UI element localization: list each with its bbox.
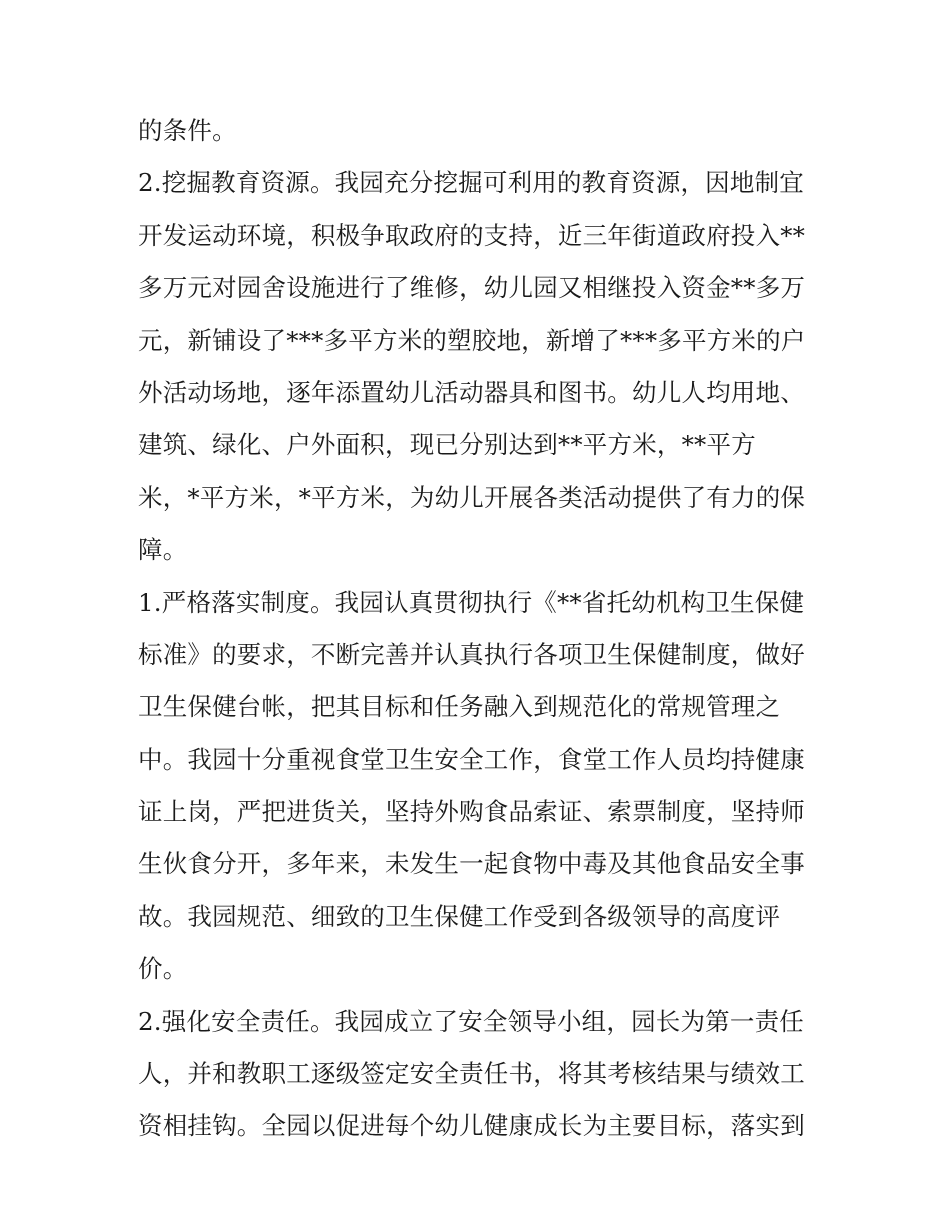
- document-body: [138, 105, 818, 1153]
- text-line: 开发运动环境，积极争取政府的支持，近三年街道政府投入**: [138, 220, 806, 250]
- text-line: 元，新铺设了***多平方米的塑胶地，新增了***多平方米的户: [138, 325, 806, 355]
- text-line: 标准》的要求，不断完善并认真执行各项卫生保健制度，做好: [138, 639, 805, 669]
- text-line: 多万元对园舍设施进行了维修，幼儿园又相继投入资金**多万: [138, 273, 806, 303]
- text-line: 证上岗，严把进货关，坚持外购食品索证、索票制度，坚持师: [138, 797, 805, 827]
- text-line: 中。我园十分重视食堂卫生安全工作，食堂工作人员均持健康: [138, 744, 805, 774]
- text-line: 故。我园规范、细致的卫生保健工作受到各级领导的高度评: [138, 901, 781, 931]
- text-line: 2.挖掘教育资源。我园充分挖掘可利用的教育资源，因地制宜: [138, 168, 804, 198]
- text-line: 卫生保健台帐，把其目标和任务融入到规范化的常规管理之: [138, 692, 781, 722]
- text-line: 障。: [138, 535, 188, 565]
- text-line: 2.强化安全责任。我园成立了安全领导小组，园长为第一责任: [138, 1006, 804, 1036]
- text-line: 价。: [138, 954, 188, 984]
- text-line: 1.严格落实制度。我园认真贯彻执行《**省托幼机构卫生保健: [138, 587, 805, 617]
- text-line: 米，*平方米，*平方米，为幼儿开展各类活动提供了有力的保: [138, 482, 806, 512]
- text-line: 建筑、绿化、户外面积，现已分别达到**平方米，**平方: [138, 430, 756, 460]
- text-line: 人，并和教职工逐级签定安全责任书，将其考核结果与绩效工: [138, 1059, 805, 1089]
- text-line: 外活动场地，逐年添置幼儿活动器具和图书。幼儿人均用地、: [138, 377, 805, 407]
- text-line: 生伙食分开，多年来，未发生一起食物中毒及其他食品安全事: [138, 849, 805, 879]
- text-line: 资相挂钩。全园以促进每个幼儿健康成长为主要目标，落实到: [138, 1111, 805, 1141]
- text-line: 的条件。: [138, 116, 237, 145]
